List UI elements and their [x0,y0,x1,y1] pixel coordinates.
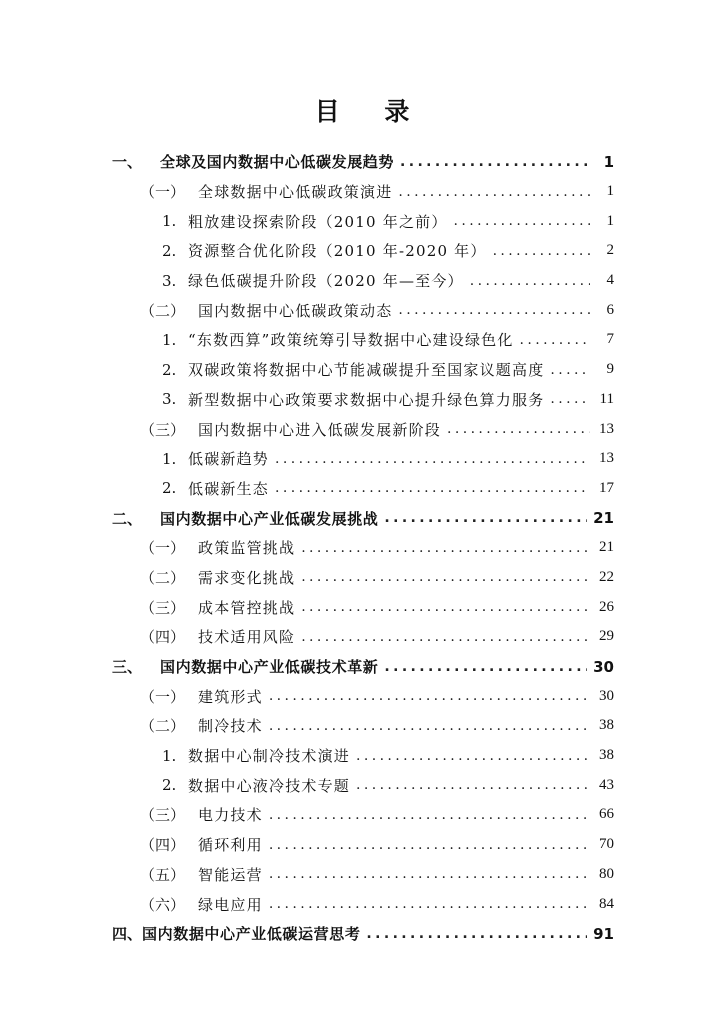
toc-entry-page-number: 21 [599,539,614,556]
toc-dot-leader [550,391,590,407]
toc-entry-title: 国内数据中心低碳政策动态 [198,301,393,320]
toc-entry-page-number: 84 [599,895,614,912]
toc-dot-leader [366,926,587,942]
toc-dot-leader [400,154,590,170]
toc-entry-page-number: 6 [606,301,614,318]
toc-entry-page-number: 29 [599,628,614,645]
toc-entry-page-number: 38 [599,747,614,764]
toc-dot-leader [275,451,590,467]
toc-entry-number: 1. [162,212,177,231]
toc-entry-page-number: 80 [599,865,614,882]
toc-entry-title: 政策监管挑战 [198,539,296,558]
toc-entry-number: 1. [162,449,177,468]
toc-dot-leader [269,896,590,912]
toc-entry-number: （一） [140,539,186,558]
toc-entry[interactable] [0,414,724,444]
toc-entry-title: 数据中心制冷技术演进 [188,747,351,766]
toc-entry-title: 智能运营 [198,865,263,884]
toc-entry-page-number: 1 [606,183,614,200]
toc-entry-page-number: 1 [603,152,614,171]
toc-entry-title: 粗放建设探索阶段（2010 年之前） [188,212,448,231]
toc-entry-title: 国内数据中心进入低碳发展新阶段 [198,420,442,439]
toc-list [0,147,724,949]
toc-entry[interactable] [0,800,724,830]
toc-dot-leader [301,540,590,556]
toc-entry[interactable] [0,236,724,266]
toc-entry-page-number: 7 [606,331,614,348]
toc-entry-title: 资源整合优化阶段（2010 年-2020 年） [188,242,487,261]
toc-entry[interactable] [0,177,724,207]
toc-entry-number: （二） [140,301,186,320]
toc-dot-leader [493,243,590,259]
toc-entry[interactable] [0,503,724,533]
toc-entry-title: 循环利用 [198,836,263,855]
toc-entry-title: 需求变化挑战 [198,568,296,587]
toc-dot-leader [356,748,590,764]
toc-entry-number: 2. [162,241,177,260]
toc-entry-title: 绿电应用 [198,895,263,914]
toc-dot-leader [384,659,587,675]
toc-entry-number: （二） [140,717,186,736]
toc-entry-page-number: 30 [599,687,614,704]
toc-entry-number: （六） [140,895,186,914]
toc-entry[interactable] [0,147,724,177]
toc-entry-number: （三） [140,598,186,617]
toc-entry[interactable] [0,919,724,949]
toc-entry-title: 双碳政策将数据中心节能减碳提升至国家议题高度 [188,361,545,380]
toc-entry[interactable] [0,830,724,860]
toc-entry-number: （一） [140,687,186,706]
toc-dot-leader [398,302,590,318]
toc-entry-number: 四、 [112,925,143,944]
toc-entry[interactable] [0,355,724,385]
toc-entry[interactable] [0,533,724,563]
toc-entry-title: 全球数据中心低碳政策演进 [198,183,393,202]
toc-dot-leader [269,688,590,704]
toc-dot-leader [301,599,590,615]
toc-dot-leader [520,332,590,348]
toc-dot-leader [269,837,590,853]
toc-dot-leader [275,480,590,496]
toc-entry-page-number: 2 [606,242,614,259]
toc-entry-number: （四） [140,836,186,855]
toc-entry[interactable] [0,444,724,474]
toc-entry[interactable] [0,711,724,741]
toc-dot-leader [384,510,587,526]
toc-entry-title: 国内数据中心产业低碳发展挑战 [160,509,379,528]
toc-entry[interactable] [0,652,724,682]
toc-entry-number: 3. [162,390,177,409]
toc-entry-number: 一、 [112,153,143,172]
toc-dot-leader [454,213,590,229]
toc-dot-leader [470,273,590,289]
toc-entry-title: 全球及国内数据中心低碳发展趋势 [160,153,395,172]
toc-entry-title: 技术适用风险 [198,628,296,647]
toc-dot-leader [301,629,590,645]
toc-dot-leader [447,421,590,437]
toc-entry[interactable] [0,622,724,652]
toc-entry-number: 2. [162,776,177,795]
toc-entry-number: 2. [162,360,177,379]
toc-entry-title: 绿色低碳提升阶段（2020 年—至今） [188,272,464,291]
toc-entry-title: 制冷技术 [198,717,263,736]
toc-entry[interactable] [0,770,724,800]
toc-entry-title: 成本管控挑战 [198,598,296,617]
toc-dot-leader [269,807,590,823]
toc-entry-number: （三） [140,420,186,439]
toc-entry[interactable] [0,860,724,890]
page-title: 目 录 [314,97,428,126]
toc-entry-title: 低碳新生态 [188,479,270,498]
toc-entry[interactable] [0,325,724,355]
toc-entry-number: （一） [140,183,186,202]
toc-entry-number: 3. [162,271,177,290]
toc-entry-page-number: 21 [593,509,614,528]
toc-entry-page-number: 91 [593,924,614,943]
toc-entry-page-number: 13 [599,450,614,467]
toc-entry-title: 电力技术 [198,806,263,825]
toc-entry[interactable] [0,592,724,622]
toc-entry-title: 新型数据中心政策要求数据中心提升绿色算力服务 [188,390,545,409]
toc-dot-leader [398,184,590,200]
toc-dot-leader [301,569,590,585]
toc-entry-title: “东数西算”政策统筹引导数据中心建设绿色化 [188,331,514,350]
toc-entry-number: 1. [162,746,177,765]
toc-entry[interactable] [0,681,724,711]
toc-entry[interactable] [0,385,724,415]
toc-entry-page-number: 9 [606,361,614,378]
toc-entry-page-number: 26 [599,598,614,615]
toc-entry-page-number: 70 [599,836,614,853]
toc-entry-title: 国内数据中心产业低碳技术革新 [160,658,379,677]
toc-entry[interactable] [0,295,724,325]
toc-entry-title: 国内数据中心产业低碳运营思考 [142,925,361,944]
toc-entry-number: （五） [140,865,186,884]
toc-entry[interactable] [0,889,724,919]
toc-entry-page-number: 17 [599,479,614,496]
toc-dot-leader [269,718,590,734]
toc-dot-leader [269,866,590,882]
toc-entry-page-number: 30 [593,657,614,676]
toc-entry-page-number: 1 [606,212,614,229]
toc-entry[interactable] [0,474,724,504]
toc-entry[interactable] [0,563,724,593]
toc-entry-number: 三、 [112,658,143,677]
toc-entry-title: 低碳新趋势 [188,450,270,469]
toc-entry[interactable] [0,266,724,296]
toc-entry-page-number: 22 [599,568,614,585]
toc-entry-number: 二、 [112,509,143,528]
toc-entry-page-number: 43 [599,776,614,793]
toc-entry-title: 建筑形式 [198,687,263,706]
toc-entry-number: （三） [140,806,186,825]
toc-entry-number: （四） [140,628,186,647]
toc-dot-leader [356,777,590,793]
toc-entry-page-number: 4 [606,272,614,289]
toc-entry-page-number: 38 [599,717,614,734]
toc-entry[interactable] [0,741,724,771]
toc-entry[interactable] [0,206,724,236]
toc-dot-leader [550,362,590,378]
toc-entry-number: （二） [140,568,186,587]
toc-entry-number: 2. [162,479,177,498]
toc-entry-page-number: 13 [599,420,614,437]
toc-entry-page-number: 66 [599,806,614,823]
toc-entry-number: 1. [162,330,177,349]
toc-entry-page-number: 11 [599,390,614,407]
toc-entry-title: 数据中心液冷技术专题 [188,776,351,795]
